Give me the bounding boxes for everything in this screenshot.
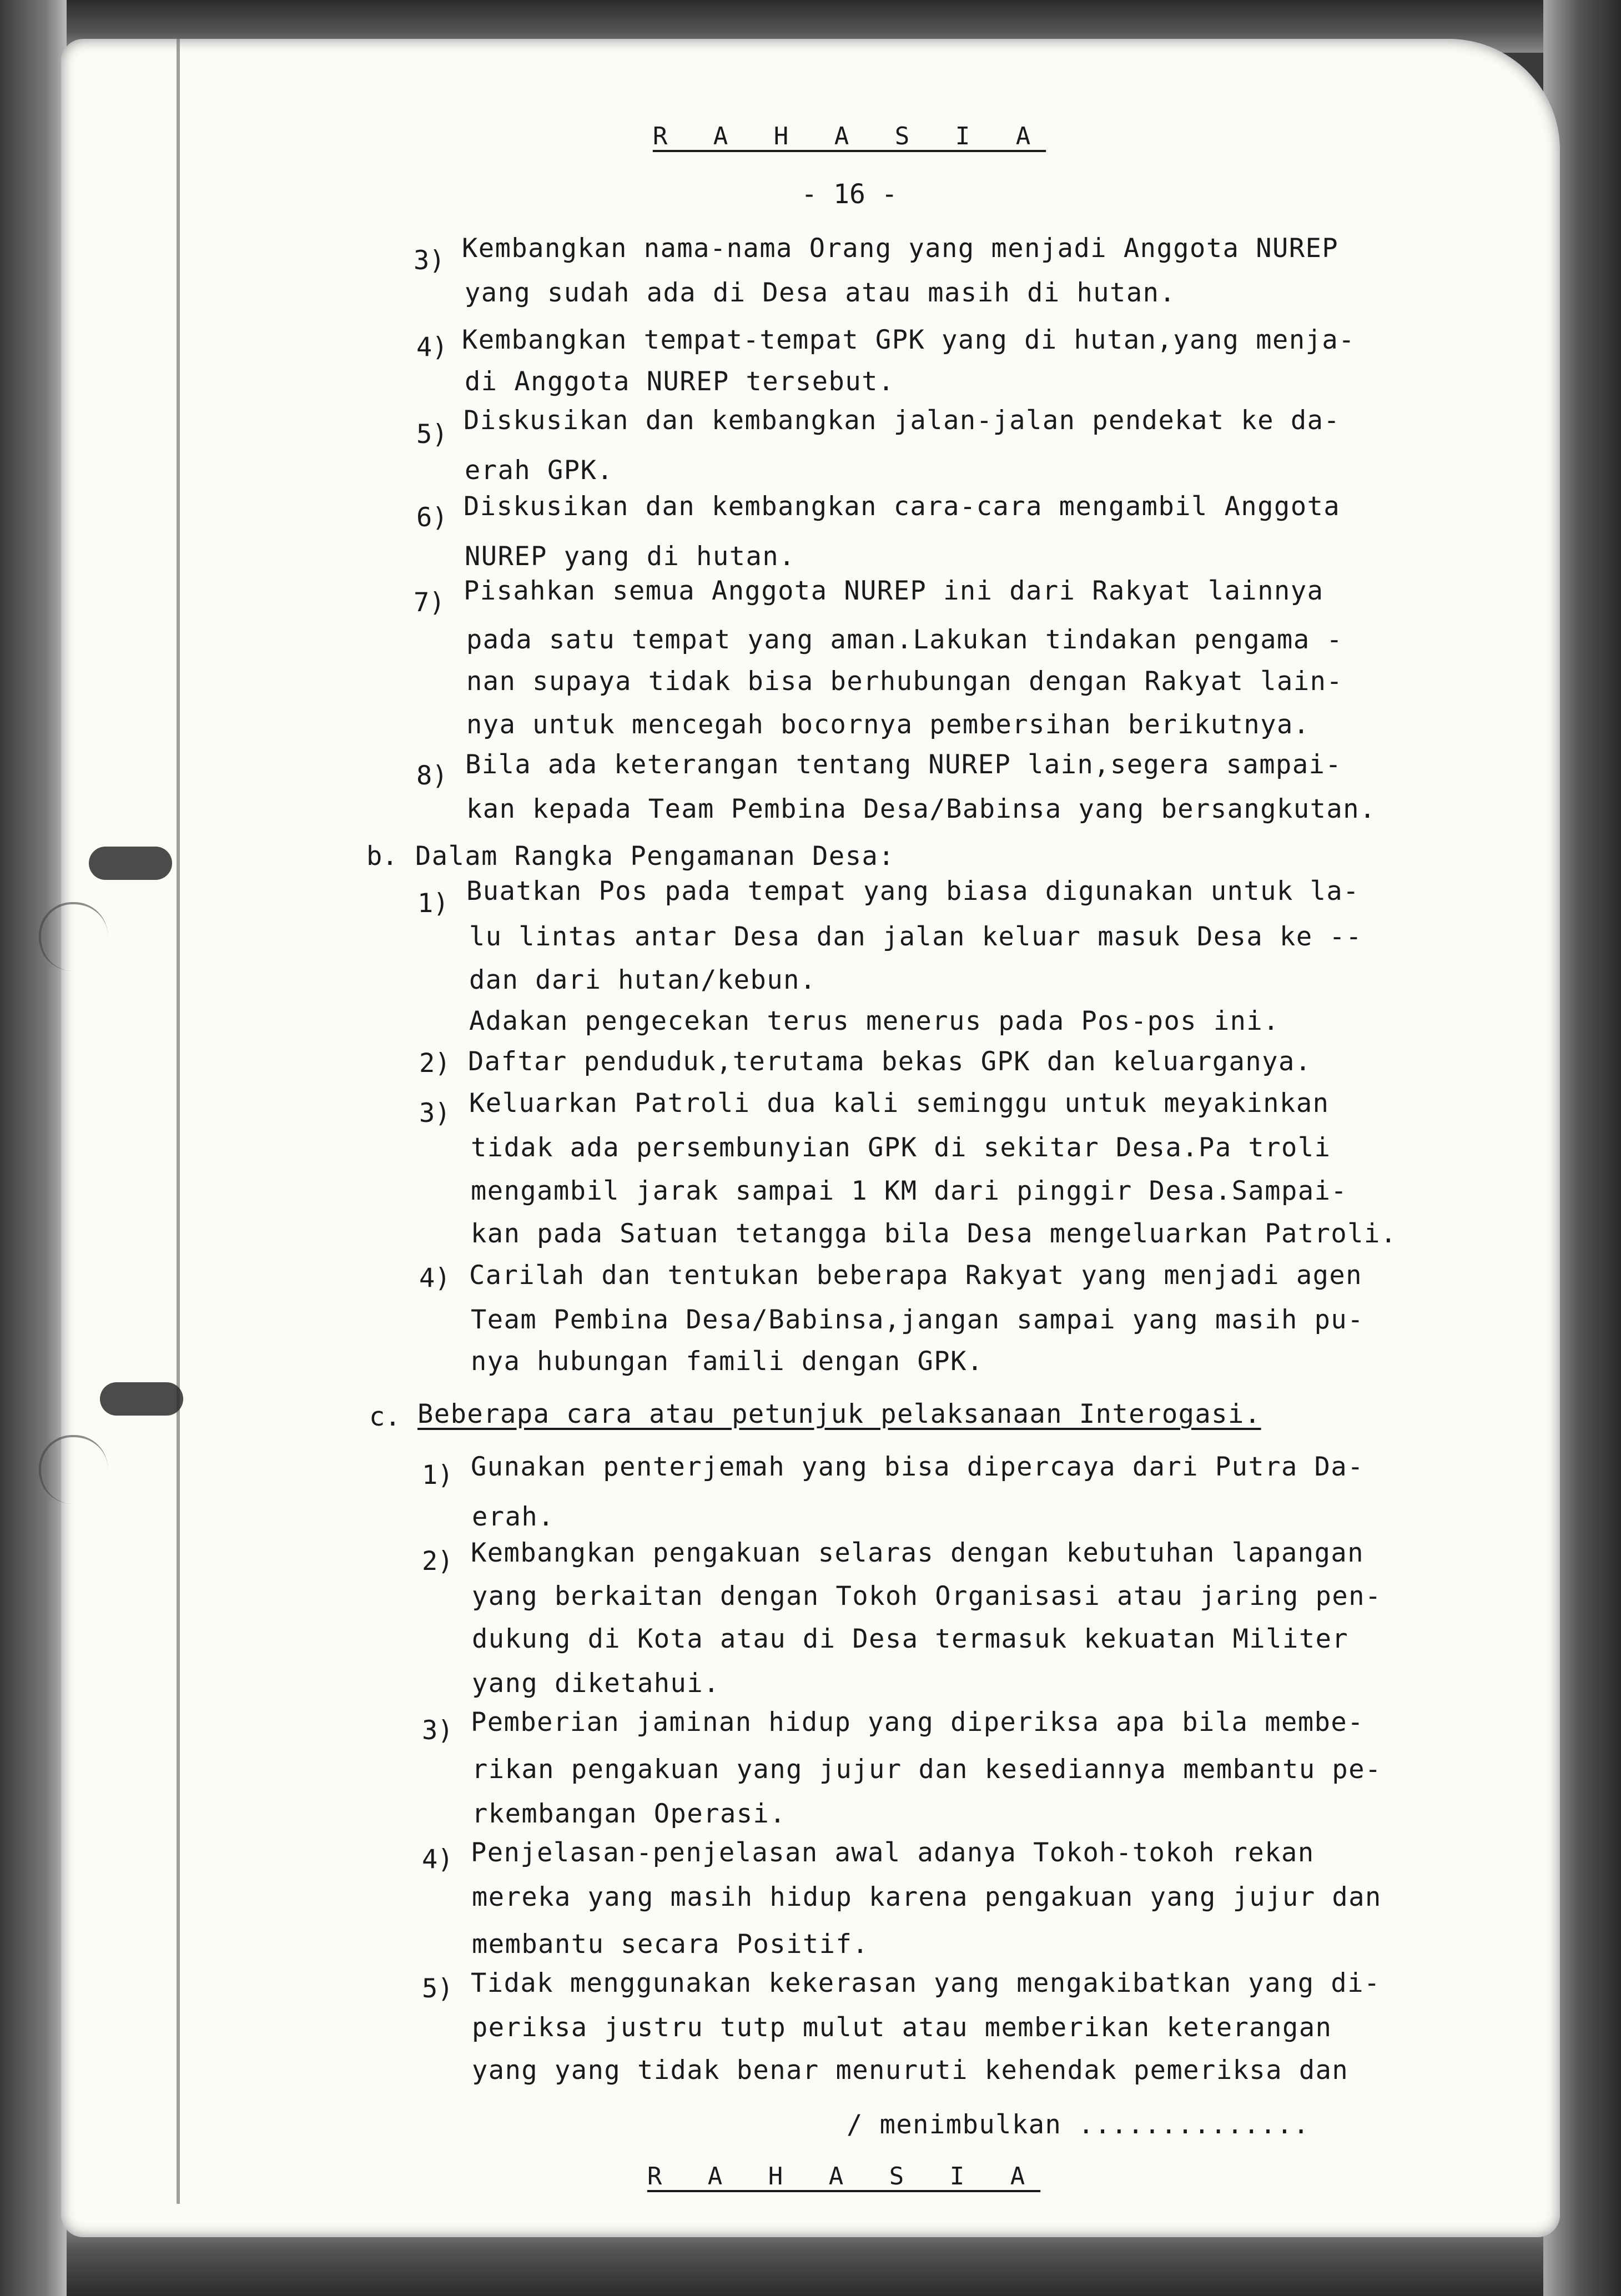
item-line: Diskusikan dan kembangkan cara-cara mengambil Anggota [464, 491, 1341, 522]
item-line: Penjelasan-penjelasan awal adanya Tokoh-tokoh rekan [471, 1837, 1315, 1868]
item-line: yang yang tidak benar menuruti kehendak pemeriksa dan [472, 2055, 1349, 2086]
item-line: nya untuk mencegah bocornya pembersihan berikutnya. [466, 709, 1310, 740]
item-number: 3) [422, 1715, 454, 1746]
item-line: tidak ada persembunyian GPK di sekitar Desa.Pa troli [471, 1132, 1331, 1163]
item-line: erah GPK. [465, 455, 614, 486]
item-line: Buatkan Pos pada tempat yang biasa digunakan untuk la- [466, 876, 1360, 907]
item-number: 5) [422, 1973, 454, 2004]
item-line: mereka yang masih hidup karena pengakuan yang jujur dan [472, 1882, 1382, 1912]
item-line: dan dari hutan/kebun. [469, 965, 817, 995]
scan-left-edge [0, 0, 67, 2296]
item-line: Pisahkan semua Anggota NUREP ini dari Rakyat lainnya [464, 576, 1324, 606]
section-b-label: b. [366, 841, 398, 872]
item-line: rkembangan Operasi. [472, 1799, 787, 1829]
item-line: yang diketahui. [472, 1668, 720, 1699]
item-number: 1) [422, 1460, 454, 1491]
item-line: NUREP yang di hutan. [465, 541, 796, 572]
item-number: 7) [414, 587, 445, 618]
item-line: yang sudah ada di Desa atau masih di hutan. [465, 278, 1176, 308]
section-b-title: Dalam Rangka Pengamanan Desa: [415, 841, 895, 872]
punch-hole-mark [39, 902, 108, 971]
item-number: 8) [416, 761, 448, 791]
item-number: 1) [417, 888, 449, 919]
item-number: 6) [416, 502, 448, 533]
item-number: 3) [414, 245, 445, 276]
item-line: kan pada Satuan tetangga bila Desa mengeluarkan Patroli. [471, 1219, 1397, 1249]
classification-header: R A H A S I A [652, 122, 1046, 150]
item-line: Kembangkan pengakuan selaras dengan kebutuhan lapangan [471, 1538, 1365, 1568]
item-number: 2) [419, 1048, 451, 1079]
item-line: mengambil jarak sampai 1 KM dari pinggir Desa.Sampai- [471, 1176, 1348, 1206]
item-line: erah. [472, 1502, 555, 1532]
item-number: 4) [419, 1263, 451, 1293]
item-line: kan kepada Team Pembina Desa/Babinsa yang bersangkutan. [466, 794, 1376, 824]
item-line: yang berkaitan dengan Tokoh Organisasi atau jaring pen- [472, 1581, 1382, 1612]
punch-hole-mark [39, 1435, 108, 1504]
item-line: lu lintas antar Desa dan jalan keluar masuk Desa ke -- [469, 922, 1363, 952]
binder-clip [89, 847, 172, 880]
section-c-label: c. [369, 1402, 401, 1432]
item-line: Pemberian jaminan hidup yang diperiksa apa bila membe- [471, 1707, 1365, 1738]
item-number: 5) [416, 419, 448, 450]
section-c-title: Beberapa cara atau petunjuk pelaksanaan Interogasi. [417, 1399, 1261, 1429]
page-number: - 16 - [801, 179, 898, 210]
item-line: Adakan pengecekan terus menerus pada Pos-pos ini. [469, 1006, 1280, 1036]
item-line: Gunakan penterjemah yang bisa dipercaya dari Putra Da- [471, 1452, 1365, 1482]
item-line: Tidak menggunakan kekerasan yang mengakibatkan yang di- [471, 1968, 1381, 1998]
item-line: pada satu tempat yang aman.Lakukan tindakan pengama - [466, 625, 1343, 655]
item-line: membantu secara Positif. [472, 1929, 869, 1960]
item-line: rikan pengakuan yang jujur dan kesediannya membantu pe- [472, 1754, 1382, 1785]
item-line: Kembangkan nama-nama Orang yang menjadi Anggota NUREP [462, 233, 1339, 264]
item-line: Keluarkan Patroli dua kali seminggu untuk meyakinkan [469, 1088, 1330, 1119]
item-line: nan supaya tidak bisa berhubungan dengan Rakyat lain- [466, 666, 1343, 697]
item-number: 4) [416, 332, 448, 362]
item-number: 4) [422, 1844, 454, 1875]
continuation-catchword: / menimbulkan .............. [847, 2109, 1310, 2140]
item-line: Team Pembina Desa/Babinsa,jangan sampai yang masih pu- [471, 1305, 1365, 1335]
item-line: dukung di Kota atau di Desa termasuk kekuatan Militer [472, 1624, 1349, 1654]
item-line: nya hubungan famili dengan GPK. [471, 1346, 984, 1377]
item-number: 3) [419, 1098, 451, 1129]
item-number: 2) [422, 1546, 454, 1577]
item-line: Daftar penduduk,terutama bekas GPK dan keluarganya. [468, 1046, 1312, 1077]
item-line: periksa justru tutp mulut atau memberikan keterangan [472, 2012, 1332, 2043]
binder-margin-line [177, 39, 180, 2204]
item-line: Bila ada keterangan tentang NUREP lain,segera sampai- [465, 749, 1342, 780]
item-line: di Anggota NUREP tersebut. [465, 366, 895, 397]
item-line: Diskusikan dan kembangkan jalan-jalan pendekat ke da- [464, 405, 1341, 436]
classification-footer: R A H A S I A [647, 2162, 1041, 2191]
binder-clip [100, 1382, 183, 1416]
item-line: Carilah dan tentukan beberapa Rakyat yang menjadi agen [469, 1260, 1363, 1291]
item-line: Kembangkan tempat-tempat GPK yang di hutan,yang menja- [462, 325, 1356, 355]
